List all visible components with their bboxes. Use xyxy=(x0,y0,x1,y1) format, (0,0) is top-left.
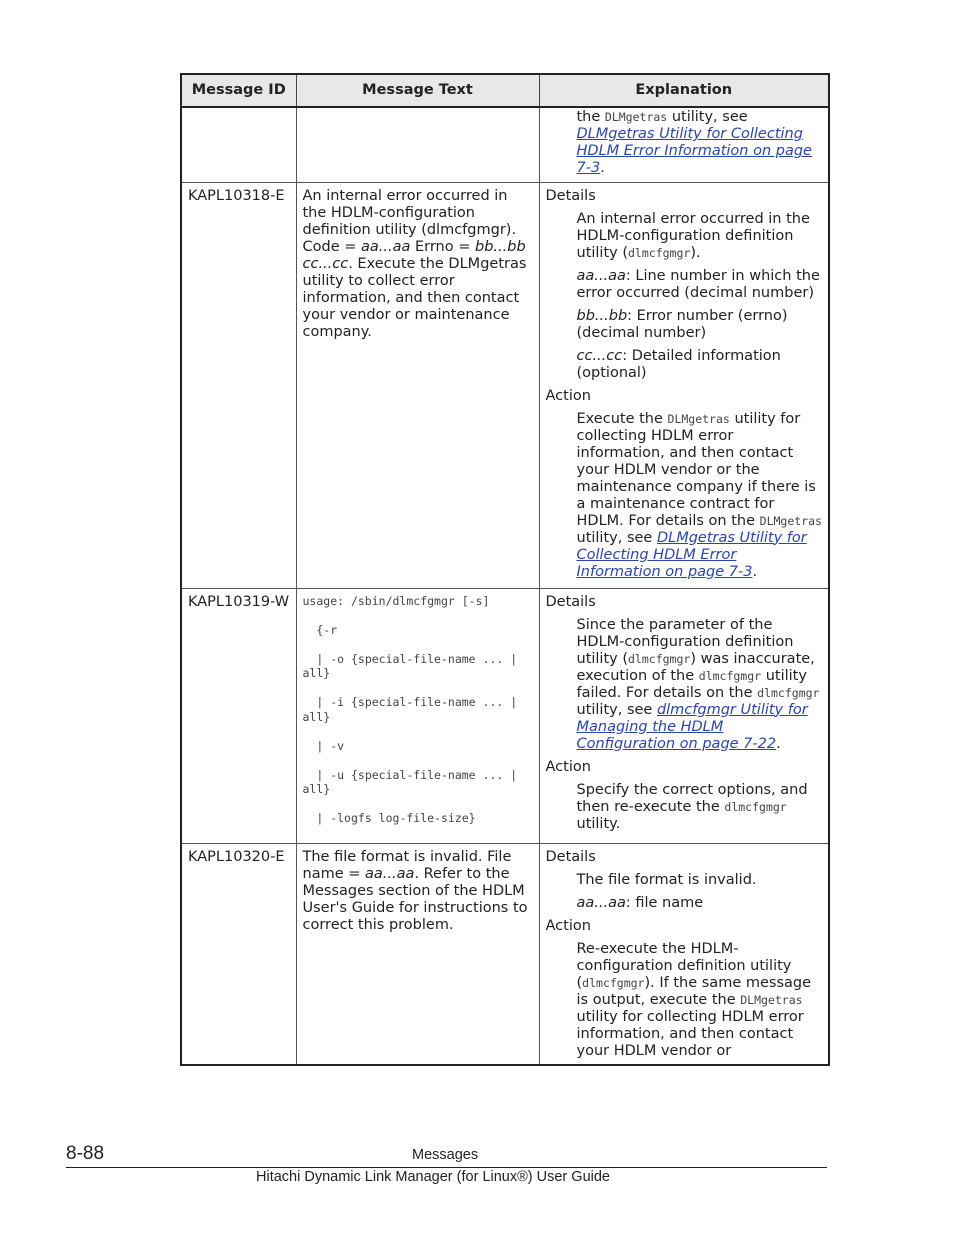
footer-book-title: Hitachi Dynamic Link Manager (for Linux®) User Guide xyxy=(256,1169,610,1185)
cell-explanation-continued xyxy=(539,107,829,182)
details-var-cc: cc...cc: Detailed information (optional) xyxy=(576,347,781,381)
cell-text-empty xyxy=(296,107,539,182)
action-text: Re-execute the HDLM-configuration definition utility (dlmcfgmgr). If the same message is output, execute the DLMgetras utility for collecting HDLM error information, and then contact your HDLM vendor or xyxy=(576,940,812,1059)
cell-explanation xyxy=(539,588,829,843)
cell-message-text xyxy=(296,588,539,843)
action-label: Action xyxy=(545,387,591,404)
table-row xyxy=(181,182,829,588)
action-label: Action xyxy=(545,758,591,775)
details-var-aa: aa...aa: Line number in which the error occurred (decimal number) xyxy=(576,267,820,301)
footer-section-title: Messages xyxy=(412,1147,479,1163)
link-dlmgetras-utility[interactable]: DLMgetras Utility for Collecting HDLM Error Information on page 7-3 xyxy=(576,529,807,580)
table-header-row xyxy=(181,74,829,107)
footer-divider xyxy=(66,1167,827,1168)
details-text: Since the parameter of the HDLM-configuration definition utility (dlmcfgmgr) was inaccurate, execution of the dlmcfgmgr utility failed. For details on the dlmcfgmgr utility, see dlmcfgmgr Utility for Managing the HDLM Configuration on page 7-22. xyxy=(576,616,820,752)
details-text: The file format is invalid. xyxy=(576,871,757,888)
table-row xyxy=(181,588,829,843)
action-label: Action xyxy=(545,917,591,934)
details-var-aa: aa...aa: file name xyxy=(576,894,704,911)
usage-code-block: usage: /sbin/dlmcfgmgr [-s] {-r | -o {special-file-name ... | all} | -i {special-file-name ... | all} | -v | -u {special-file-name ... | all} | -logfs log-file-size} xyxy=(302,593,525,825)
details-label: Details xyxy=(545,848,596,865)
header-message-id: Message ID xyxy=(181,74,296,107)
cell-message-text: The file format is invalid. File name = aa...aa. Refer to the Messages section of the HDLM User's Guide for instructions to correct this problem. xyxy=(296,843,539,1065)
action-text: Specify the correct options, and then re-execute the dlmcfgmgr utility. xyxy=(576,781,808,832)
cell-message-id: KAPL10318-E xyxy=(181,182,296,588)
cell-explanation xyxy=(539,843,829,1065)
link-dlmcfgmgr-utility[interactable]: dlmcfgmgr Utility for Managing the HDLM Configuration on page 7-22 xyxy=(576,701,808,752)
cell-id-empty xyxy=(181,107,296,182)
cell-explanation xyxy=(539,182,829,588)
action-text: Execute the DLMgetras utility for collecting HDLM error information, and then contact your HDLM vendor or the maintenance company if there is a maintenance contract for HDLM. For details on the DLMgetras utility, see DLMgetras Utility for Collecting HDLM Error Information on page 7-3. xyxy=(576,410,822,580)
cell-message-id: KAPL10319-W xyxy=(181,588,296,843)
details-label: Details xyxy=(545,187,596,204)
header-message-text: Message Text xyxy=(296,74,539,107)
details-var-bb: bb...bb: Error number (errno) (decimal number) xyxy=(576,307,788,341)
cont-code: DLMgetras xyxy=(604,110,668,124)
message-table xyxy=(180,73,830,1066)
header-explanation: Explanation xyxy=(539,74,829,107)
page-number: 8-88 xyxy=(66,1143,105,1164)
cell-message-id: KAPL10320-E xyxy=(181,843,296,1065)
details-text: An internal error occurred in the HDLM-configuration definition utility (dlmcfgmgr). xyxy=(576,210,810,261)
table-row-continued xyxy=(181,107,829,182)
link-dlmgetras-utility[interactable]: DLMgetras Utility for Collecting HDLM Error Information on page 7-3 xyxy=(576,126,812,176)
details-label: Details xyxy=(545,593,596,610)
cell-message-text: An internal error occurred in the HDLM-configuration definition utility (dlmcfgmgr). Code = aa...aa Errno = bb...bb cc...cc. Execute the DLMgetras utility to collect error information, and then contact your vendor or maintenance company. xyxy=(296,182,539,588)
table-row xyxy=(181,843,829,1065)
cont-post: utility, see xyxy=(671,109,748,125)
cont-pre: the xyxy=(576,109,601,125)
cont-end: . xyxy=(600,160,605,176)
